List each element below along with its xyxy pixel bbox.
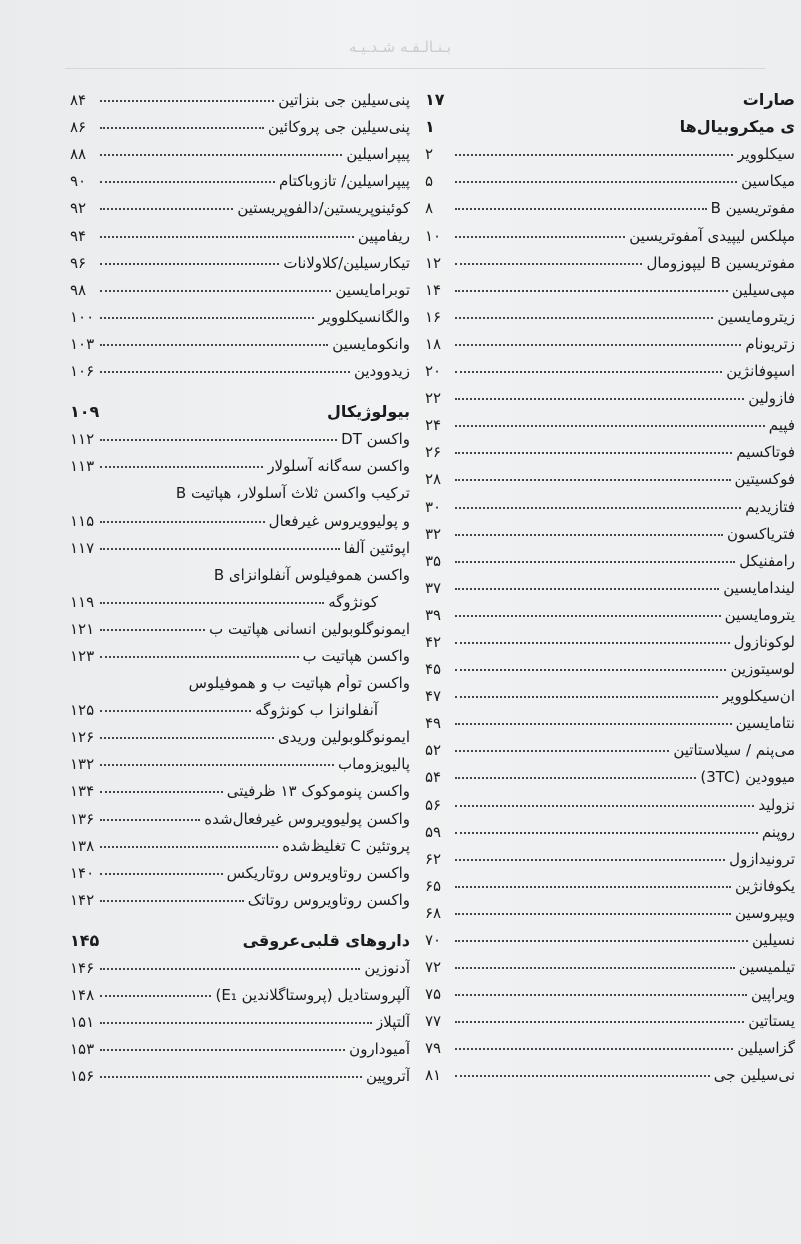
toc-dot-leader	[100, 900, 244, 902]
toc-page-number: ۵۶	[425, 795, 442, 814]
toc-dot-leader	[455, 1021, 744, 1023]
toc-dot-leader	[100, 344, 328, 346]
toc-dot-leader	[455, 669, 726, 671]
toc-page-number: ۱۰۳	[70, 334, 95, 353]
toc-entry	[70, 773, 410, 800]
toc-dot-leader	[455, 967, 735, 969]
toc-section-heading	[70, 923, 410, 950]
toc-page-number: ۵	[425, 172, 434, 191]
toc-page-number: ۱۴۵	[70, 930, 100, 950]
toc-dot-leader	[455, 290, 728, 292]
toc-entry	[425, 976, 795, 1003]
toc-page-number: ۷۵	[425, 985, 442, 1004]
toc-entry-title: رامفنیکل	[739, 551, 795, 570]
toc-entry-title: پنی‌سیلین جی پروکائین	[267, 118, 410, 137]
toc-entry	[425, 434, 795, 461]
toc-dot-leader	[455, 263, 642, 265]
toc-entry	[70, 272, 410, 299]
toc-entry-title: کوئینوپریستین/دالفوپریستین	[237, 199, 410, 218]
toc-page-number: ۷۹	[425, 1039, 442, 1058]
toc-page-number: ۱۵۱	[70, 1013, 95, 1032]
toc-page-number: ۱۲۳	[70, 646, 95, 665]
toc-entry	[425, 759, 795, 786]
toc-entry-title: و پولیوویروس غیرفعال	[268, 511, 410, 530]
toc-page-number: ۸۶	[70, 118, 87, 137]
toc-entry-title: مپلکس لیپیدی آمفوتریسین	[629, 226, 795, 245]
toc-entry	[425, 814, 795, 841]
toc-entry-title: لوکونازول	[733, 632, 795, 651]
toc-dot-leader	[100, 968, 360, 970]
toc-entry	[70, 638, 410, 665]
toc-entry-title: واکسن هپاتیت ب	[302, 646, 410, 665]
toc-entry	[425, 326, 795, 353]
toc-dot-leader	[455, 805, 754, 807]
toc-dot-leader	[100, 1076, 362, 1078]
toc-entry-title: بیولوژیکال	[326, 402, 410, 422]
toc-dot-leader	[455, 940, 748, 942]
toc-entry-title: واکسن پنوموکوک ۱۳ ظرفیتی	[226, 782, 410, 801]
toc-entry-title: مپی‌سیلین	[731, 280, 795, 299]
toc-page-number: ۸۸	[70, 145, 87, 164]
toc-entry	[70, 692, 410, 719]
toc-entry-title: مفوتریسین B لیپوزومال	[646, 253, 795, 272]
toc-page-number: ۹۶	[70, 253, 87, 272]
toc-page-number: ۲	[425, 145, 434, 164]
toc-entry-title: فتریاکسون	[726, 524, 795, 543]
toc-page-number: ۱۴۸	[70, 986, 95, 1005]
toc-entry-title: زیدوودین	[353, 362, 410, 381]
toc-dot-leader	[100, 548, 340, 550]
toc-entry	[70, 1058, 410, 1085]
toc-entry	[425, 895, 795, 922]
toc-entry-title: گزاسیلین	[737, 1039, 795, 1058]
toc-dot-leader	[100, 208, 233, 210]
toc-page-number: ۱۲۶	[70, 728, 95, 747]
toc-dot-leader	[455, 236, 625, 238]
toc-dot-leader	[455, 696, 718, 698]
toc-entry	[425, 217, 795, 244]
toc-page-number: ۲۶	[425, 443, 442, 462]
toc-entry-title: واکسن هموفیلوس آنفلوانزای B	[213, 565, 410, 584]
toc-dot-leader	[100, 846, 278, 848]
toc-entry-title: ی میکروبیال‌ها	[679, 117, 795, 137]
toc-page-number: ۷۷	[425, 1012, 442, 1031]
toc-dot-leader	[455, 859, 725, 861]
toc-page-number: ۳۵	[425, 551, 442, 570]
toc-entry	[70, 502, 410, 529]
toc-page-number: ۱۱۷	[70, 538, 95, 557]
toc-dot-leader	[455, 913, 731, 915]
toc-page-number: ۵۴	[425, 768, 442, 787]
toc-dot-leader	[455, 452, 732, 454]
toc-entry	[70, 136, 410, 163]
toc-entry-title: آلپروستادیل (پروستاگلاندین E₁)	[215, 986, 410, 1005]
toc-entry	[425, 651, 795, 678]
toc-entry	[425, 1057, 795, 1084]
toc-dot-leader	[455, 777, 696, 779]
toc-entry	[425, 705, 795, 732]
toc-dot-leader	[455, 642, 730, 644]
toc-page-number: ۱۴۰	[70, 863, 95, 882]
toc-entry-title: ترونیدازول	[729, 849, 795, 868]
toc-page-number: ۱۰	[425, 226, 442, 245]
toc-page-number: ۴۵	[425, 660, 442, 679]
header-rule	[65, 68, 765, 69]
toc-page-number: ۱۴۶	[70, 959, 95, 977]
toc-dot-leader	[100, 656, 299, 658]
toc-entry	[70, 719, 410, 746]
toc-entry	[425, 597, 795, 624]
toc-entry	[70, 665, 410, 692]
toc-page-number: ۱۵۶	[70, 1067, 95, 1086]
toc-entry-title: اپوئتین آلفا	[343, 538, 410, 557]
toc-dot-leader	[455, 317, 713, 319]
toc-dot-leader	[100, 1049, 345, 1051]
toc-entry-title: میکاسین	[741, 172, 795, 191]
toc-entry	[425, 570, 795, 597]
toc-entry	[70, 109, 410, 136]
toc-entry-title: واکسن سه‌گانه آسلولار	[267, 457, 410, 476]
toc-page-number: ۲۸	[425, 470, 442, 489]
toc-page-number: ۱۱۹	[70, 592, 95, 611]
toc-dot-leader	[100, 290, 331, 292]
toc-page-number: ۵۲	[425, 741, 442, 760]
toc-page-number: ۷۲	[425, 958, 442, 977]
toc-dot-leader	[100, 521, 265, 523]
toc-page-number: ۹۲	[70, 199, 87, 218]
toc-section-heading	[425, 82, 795, 109]
toc-dot-leader	[100, 1022, 372, 1024]
toc-entry-title: ریفامپین	[357, 226, 410, 245]
toc-entry-title: واکسن توأم هپاتیت ب و هموفیلوس	[188, 674, 410, 693]
toc-page-number: ۳۹	[425, 605, 442, 624]
toc-page-number: ۵۹	[425, 822, 442, 841]
toc-page-number: ۱۸	[425, 334, 442, 353]
toc-entry	[425, 190, 795, 217]
toc-entry	[70, 800, 410, 827]
toc-entry-title: اسپوفانژین	[726, 362, 795, 381]
toc-dot-leader	[455, 561, 735, 563]
toc-dot-leader	[455, 994, 747, 996]
toc-entry	[70, 530, 410, 557]
toc-page-number: ۱۱۲	[70, 430, 95, 449]
toc-entry-title: نی‌سیلین جی	[713, 1066, 795, 1085]
toc-page-number: ۱۳۸	[70, 836, 95, 855]
toc-page-number: ۸۱	[425, 1066, 442, 1085]
toc-entry-title: پالیویزوماب	[337, 755, 410, 774]
toc-entry	[70, 882, 410, 909]
toc-entry	[425, 407, 795, 434]
toc-page-number: ۱۷	[425, 90, 445, 110]
toc-entry-title: یکوفانژین	[735, 876, 795, 895]
toc-entry	[70, 245, 410, 272]
toc-page-number: ۹۰	[70, 172, 87, 191]
toc-entry-title: میوودین (3TC)	[700, 768, 795, 787]
toc-page-number: ۸۴	[70, 91, 87, 110]
toc-entry-title: یستاتین	[748, 1012, 795, 1031]
toc-entry	[425, 841, 795, 868]
toc-dot-leader	[100, 466, 263, 468]
toc-entry-title: فتازیدیم	[745, 497, 795, 516]
toc-dot-leader	[100, 127, 264, 129]
toc-page-number: ۱۴	[425, 280, 442, 299]
toc-entry	[70, 190, 410, 217]
toc-page-number: ۱۰۰	[70, 307, 95, 326]
toc-dot-leader	[455, 1075, 710, 1077]
toc-entry	[425, 868, 795, 895]
toc-page-number: ۳۲	[425, 524, 442, 543]
toc-entry-title: تیکارسیلین/کلاولانات	[283, 253, 410, 272]
toc-page-number: ۱۰۶	[70, 362, 95, 381]
toc-dot-leader	[455, 344, 741, 346]
toc-entry	[70, 977, 410, 1004]
toc-column-right	[425, 82, 795, 1084]
toc-entry	[425, 353, 795, 380]
toc-dot-leader	[455, 534, 723, 536]
toc-entry	[70, 299, 410, 326]
toc-page-number: ۴۲	[425, 632, 442, 651]
toc-entry	[70, 950, 410, 977]
toc-entry-title: می‌پنم / سیلاستاتین	[673, 741, 795, 760]
toc-entry	[425, 678, 795, 705]
toc-entry	[425, 136, 795, 163]
toc-entry	[425, 1003, 795, 1030]
toc-entry	[70, 163, 410, 190]
toc-entry-title: لیندامایسین	[723, 578, 795, 597]
toc-entry	[70, 421, 410, 448]
toc-entry-title: آدنوزین	[364, 959, 410, 977]
toc-entry	[70, 1004, 410, 1031]
toc-page-number: ۳۷	[425, 578, 442, 597]
toc-entry-title: سیکلوویر	[737, 145, 795, 164]
toc-entry	[425, 380, 795, 407]
toc-page-number: ۲۰	[425, 362, 442, 381]
toc-entry-title: صارات	[742, 90, 795, 110]
toc-dot-leader	[455, 398, 744, 400]
toc-entry-title: روپنم	[761, 822, 795, 841]
toc-page-number: ۹۸	[70, 280, 87, 299]
toc-entry	[425, 949, 795, 976]
toc-entry	[70, 828, 410, 855]
toc-page-number: ۶۲	[425, 849, 442, 868]
toc-dot-leader	[100, 737, 274, 739]
toc-page-number: ۷۰	[425, 931, 442, 949]
toc-dot-leader	[100, 317, 314, 319]
toc-entry-title: وانکومایسین	[332, 334, 410, 353]
toc-entry	[425, 488, 795, 515]
running-head: بـنـالـفـه شـدـیـه	[348, 38, 451, 56]
toc-entry-title: پنی‌سیلین جی بنزاتین	[278, 91, 410, 110]
toc-dot-leader	[455, 750, 669, 752]
toc-entry-title: واکسن DT	[341, 430, 410, 449]
toc-entry	[425, 163, 795, 190]
toc-entry	[70, 448, 410, 475]
toc-entry	[425, 461, 795, 488]
toc-dot-leader	[455, 181, 737, 183]
toc-entry-title: یترومایسین	[724, 605, 795, 624]
toc-column-left	[70, 82, 410, 1085]
toc-dot-leader	[455, 479, 731, 481]
toc-entry-title: آلتپلاز	[376, 1013, 410, 1032]
toc-section-heading	[425, 109, 795, 136]
toc-entry-title: فوتاکسیم	[736, 443, 795, 462]
toc-entry-title: تیلمیسین	[738, 958, 795, 977]
toc-page-number: ۱۰۹	[70, 402, 100, 422]
toc-dot-leader	[100, 439, 337, 441]
toc-entry-title: داروهای قلبی‌عروقی	[242, 930, 410, 950]
toc-dot-leader	[455, 832, 758, 834]
toc-page-number: ۱۱۵	[70, 511, 95, 530]
toc-entry-title: واکسن پولیوویروس غیرفعال‌شده	[204, 809, 410, 828]
toc-dot-leader	[100, 371, 350, 373]
toc-entry	[70, 353, 410, 380]
toc-page-number: ۶۵	[425, 876, 442, 895]
toc-dot-leader	[455, 154, 733, 156]
toc-entry	[70, 855, 410, 882]
toc-dot-leader	[100, 181, 275, 183]
toc-dot-leader	[100, 791, 223, 793]
toc-entry	[425, 272, 795, 299]
toc-page-number: ۱۲۱	[70, 619, 95, 638]
toc-entry-title: کونژوگه	[328, 592, 378, 611]
toc-page-number: ۱۶	[425, 307, 442, 326]
toc-dot-leader	[455, 208, 707, 210]
toc-page-number: ۳۰	[425, 497, 442, 516]
toc-entry-title: ویراپین	[751, 985, 795, 1004]
toc-page-number: ۱	[425, 117, 435, 137]
toc-entry-title: پیپراسیلین	[346, 145, 410, 164]
toc-entry-title: فپیم	[768, 416, 795, 435]
toc-entry-title: واکسن روتاویروس روتاریکس	[226, 863, 410, 882]
toc-entry-title: ویپروسین	[735, 903, 795, 922]
toc-entry	[425, 543, 795, 570]
toc-entry	[70, 584, 410, 611]
toc-page-number: ۲۲	[425, 389, 442, 408]
toc-entry-title: واکسن روتاویروس روتاتک	[247, 890, 410, 909]
toc-dot-leader	[455, 507, 741, 509]
toc-dot-leader	[455, 588, 719, 590]
toc-entry	[70, 217, 410, 244]
toc-entry	[425, 786, 795, 813]
toc-entry	[70, 746, 410, 773]
toc-dot-leader	[100, 602, 324, 604]
toc-entry-title: لوسیتوزین	[730, 660, 795, 679]
toc-entry	[70, 611, 410, 638]
toc-page-number: ۴۷	[425, 687, 442, 706]
toc-dot-leader	[100, 764, 334, 766]
toc-entry	[70, 326, 410, 353]
toc-dot-leader	[455, 1048, 733, 1050]
toc-entry-title: زتریونام	[745, 334, 795, 353]
toc-entry-title: پیپراسیلین/ تازوباکتام	[278, 172, 410, 191]
toc-entry	[425, 922, 795, 949]
toc-entry-title: مفوتریسین B	[710, 199, 795, 218]
toc-page-number: ۱۲۵	[70, 701, 95, 720]
toc-entry-title: آمیودارون	[349, 1040, 410, 1059]
toc-entry	[70, 475, 410, 502]
toc-dot-leader	[100, 263, 279, 265]
toc-page-number: ۹۴	[70, 226, 87, 245]
toc-page-number: ۱۳۴	[70, 782, 95, 801]
toc-dot-leader	[455, 886, 731, 888]
toc-entry-title: نسیلین	[752, 931, 795, 949]
toc-entry	[425, 1030, 795, 1057]
toc-page-number: ۴۹	[425, 714, 442, 733]
toc-entry-title: زیترومایسین	[717, 307, 795, 326]
toc-dot-leader	[100, 100, 274, 102]
toc-entry	[70, 557, 410, 584]
toc-entry-title: ایمونوگلوبولین وریدی	[277, 728, 410, 747]
toc-dot-leader	[100, 154, 342, 156]
toc-entry	[70, 1031, 410, 1058]
toc-dot-leader	[100, 629, 205, 631]
toc-entry-title: آنفلوانزا ب کونژوگه	[255, 701, 378, 720]
toc-dot-leader	[100, 710, 251, 712]
toc-entry	[70, 82, 410, 109]
toc-dot-leader	[455, 425, 765, 427]
toc-entry	[425, 732, 795, 759]
toc-dot-leader	[100, 995, 211, 997]
toc-page-number: ۱۳۲	[70, 755, 95, 774]
toc-entry-title: ایمونوگلوبولین انسانی هپاتیت ب	[209, 619, 410, 638]
toc-dot-leader	[455, 723, 732, 725]
toc-entry-title: آتروپین	[366, 1067, 410, 1086]
toc-dot-leader	[455, 615, 721, 617]
toc-entry-title: فازولین	[748, 389, 795, 408]
toc-section-heading	[70, 394, 410, 421]
toc-page-number: ۱۳۶	[70, 809, 95, 828]
toc-entry-title: پروتئین C تغلیظ‌شده	[282, 836, 410, 855]
toc-page-number: ۱۲	[425, 253, 442, 272]
toc-page-number: ۶۸	[425, 903, 442, 922]
toc-entry-title: والگانسیکلوویر	[318, 307, 410, 326]
toc-dot-leader	[455, 371, 722, 373]
toc-entry-title: نزولید	[758, 795, 795, 814]
toc-dot-leader	[100, 873, 223, 875]
toc-entry	[425, 624, 795, 651]
toc-entry-title: فوکسیتین	[734, 470, 795, 489]
toc-page-number: ۲۴	[425, 416, 442, 435]
toc-entry	[425, 299, 795, 326]
toc-page-number: ۱۵۳	[70, 1040, 95, 1059]
toc-dot-leader	[100, 236, 354, 238]
toc-page-number: ۸	[425, 199, 434, 218]
toc-page-number: ۱۱۳	[70, 457, 95, 476]
toc-entry-title: توبرامایسین	[335, 280, 410, 299]
toc-entry-title: ترکیب واکسن ثلاث آسلولار، هپاتیت B	[175, 484, 410, 503]
toc-entry-title: نتامایسین	[735, 714, 795, 733]
toc-entry	[425, 245, 795, 272]
toc-page-number: ۱۴۲	[70, 890, 95, 909]
toc-entry	[425, 516, 795, 543]
toc-entry-title: ان‌سیکلوویر	[722, 687, 795, 706]
toc-dot-leader	[100, 819, 200, 821]
